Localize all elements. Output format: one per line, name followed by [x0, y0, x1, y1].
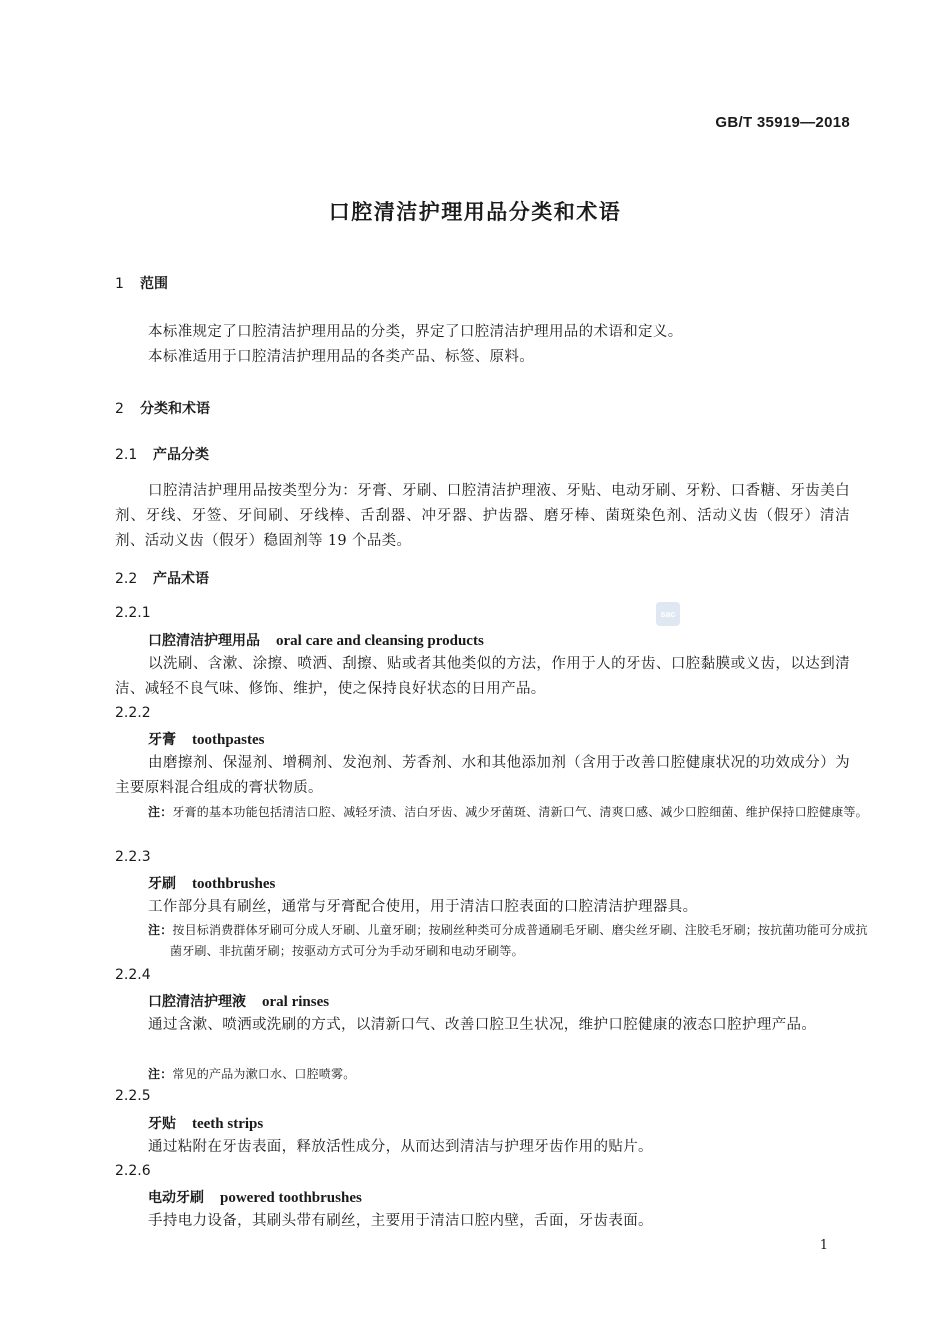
section-number: 1: [115, 276, 124, 292]
term-number: 2.2.3: [115, 849, 151, 865]
term-en: oral care and cleansing products: [276, 633, 484, 649]
term-note: [148, 802, 872, 823]
sac-watermark-logo: sac: [656, 602, 680, 626]
term-number: 2.2.4: [115, 967, 151, 983]
document-title: 口腔清洁护理用品分类和术语: [328, 200, 622, 224]
subsection-heading-product-terms: [115, 568, 209, 588]
term-title: [148, 1113, 263, 1133]
term-en: powered toothbrushes: [220, 1190, 362, 1206]
note-text: 牙膏的基本功能包括清洁口腔、减轻牙渍、洁白牙齿、减少牙菌斑、清新口气、清爽口感、减少口腔细菌、维护保持口腔健康等。: [172, 805, 868, 819]
term-number: 2.2.2: [115, 705, 151, 721]
note-text: 按目标消费群体牙刷可分成人牙刷、儿童牙刷；按刷丝种类可分成普通刷毛牙刷、磨尖丝牙刷、注胶毛牙刷；按抗菌功能可分成抗菌牙刷、非抗菌牙刷；按驱动方式可分为手动牙刷和电动牙刷等。: [170, 923, 868, 958]
scope-paragraph-1: 本标准规定了口腔清洁护理用品的分类，界定了口腔清洁护理用品的术语和定义。: [148, 324, 683, 340]
section-title: 范围: [140, 276, 168, 292]
term-en: oral rinses: [262, 994, 330, 1010]
note-label: 注：: [148, 923, 173, 937]
term-number: 2.2.5: [115, 1088, 151, 1104]
note-text: 常见的产品为漱口水、口腔喷雾。: [172, 1067, 356, 1081]
term-en: toothbrushes: [192, 876, 276, 892]
term-note: [148, 920, 872, 962]
term-title: [148, 1187, 362, 1207]
subsection-heading-product-classification: [115, 444, 209, 464]
subsection-title: 产品术语: [153, 571, 209, 587]
term-title: [148, 729, 265, 749]
term-zh: 口腔清洁护理用品: [148, 633, 260, 649]
page-number: 1: [819, 1238, 828, 1253]
term-title: [148, 991, 329, 1011]
classification-paragraph: 口腔清洁护理用品按类型分为：牙膏、牙刷、口腔清洁护理液、牙贴、电动牙刷、牙粉、口香糖、牙齿美白剂、牙线、牙签、牙间刷、牙线棒、舌刮器、冲牙器、护齿器、磨牙棒、菌斑染色剂、活动义齿（假牙）清洁剂、活动义齿（假牙）稳固剂等 19 个品类。: [115, 483, 850, 549]
section-number: 2: [115, 401, 124, 417]
term-definition: 由磨擦剂、保湿剂、增稠剂、发泡剂、芳香剂、水和其他添加剂（含用于改善口腔健康状况的功效成分）为主要原料混合组成的膏状物质。: [115, 755, 850, 796]
section-title: 分类和术语: [140, 401, 210, 417]
scope-paragraph-2: 本标准适用于口腔清洁护理用品的各类产品、标签、原料。: [148, 349, 535, 365]
term-number: 2.2.1: [115, 605, 151, 621]
term-definition: 以洗刷、含漱、涂擦、喷洒、刮擦、贴或者其他类似的方法，作用于人的牙齿、口腔黏膜或义齿，以达到清洁、减轻不良气味、修饰、维护，使之保持良好状态的日用产品。: [115, 656, 850, 697]
term-note: [148, 1064, 872, 1085]
subsection-title: 产品分类: [153, 447, 209, 463]
term-title: [148, 630, 484, 650]
term-number: 2.2.6: [115, 1163, 151, 1179]
term-zh: 电动牙刷: [148, 1190, 204, 1206]
note-label: 注：: [148, 1067, 173, 1081]
term-title: [148, 873, 275, 893]
term-en: teeth strips: [192, 1116, 264, 1132]
term-definition: 通过粘附在牙齿表面，释放活性成分，从而达到清洁与护理牙齿作用的贴片。: [148, 1139, 653, 1155]
term-definition: 工作部分具有刷丝，通常与牙膏配合使用，用于清洁口腔表面的口腔清洁护理器具。: [148, 899, 698, 915]
term-definition: 手持电力设备，其刷头带有刷丝，主要用于清洁口腔内壁，舌面，牙齿表面。: [148, 1213, 653, 1229]
term-zh: 口腔清洁护理液: [148, 994, 246, 1010]
section-heading-classification: [115, 398, 210, 418]
subsection-number: 2.2: [115, 571, 138, 587]
term-zh: 牙刷: [148, 876, 176, 892]
term-zh: 牙贴: [148, 1116, 176, 1132]
term-zh: 牙膏: [148, 732, 176, 748]
subsection-number: 2.1: [115, 447, 138, 463]
section-heading-scope: [115, 273, 168, 293]
standard-number: GB/T 35919—2018: [715, 114, 850, 131]
term-definition: 通过含漱、喷洒或洗刷的方式，以清新口气、改善口腔卫生状况，维护口腔健康的液态口腔护理产品。: [148, 1017, 817, 1033]
term-en: toothpastes: [192, 732, 265, 748]
note-label: 注：: [148, 805, 173, 819]
